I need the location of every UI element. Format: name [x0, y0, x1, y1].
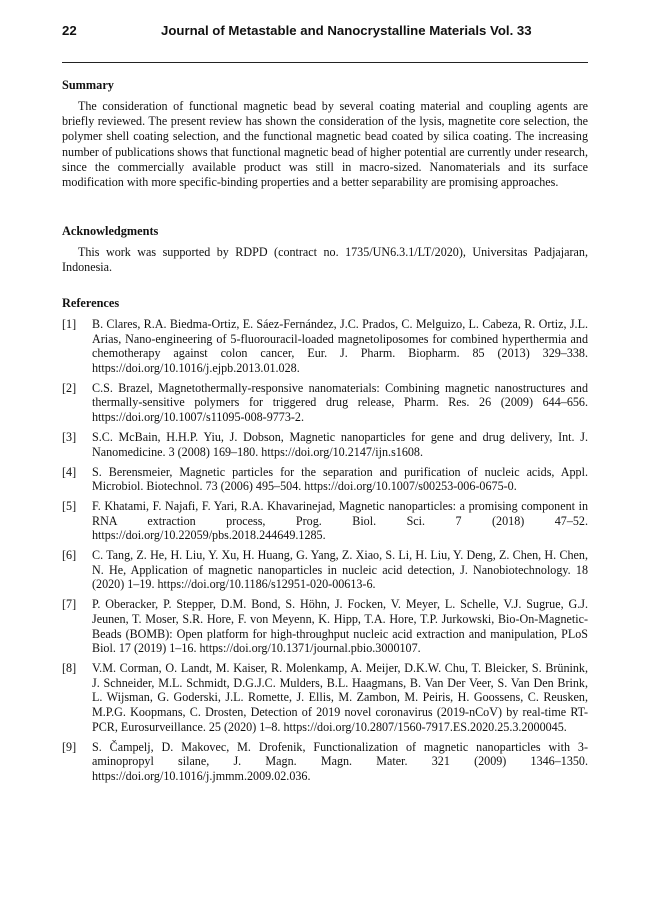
- summary-heading: Summary: [62, 78, 114, 92]
- reference-text: B. Clares, R.A. Biedma-Ortiz, E. Sáez-Fernández, J.C. Prados, C. Melguizo, L. Cabeza, R. Ortiz, J.L. Arias, Nano-engineering of 5-fluorouracil-loaded magnetoliposomes for combined hyperthermia and chemotherapy against colon cancer, Eur. J. Pharm. Biopharm. 85 (2013) 329–338. https://doi.org/10.1016/j.ejpb.2013.01.028.: [92, 317, 588, 375]
- reference-list: [62, 317, 588, 783]
- summary-section: [62, 78, 588, 190]
- reference-item: [62, 548, 588, 592]
- reference-text: S. Čampelj, D. Makovec, M. Drofenik, Functionalization of magnetic nanoparticles with 3-aminopropyl silane, J. Magn. Magn. Mater. 321 (2009) 1346–1350. https://doi.org/10.1016/j.jmmm.2009.02.036.: [92, 739, 588, 783]
- running-header: [62, 23, 588, 43]
- reference-text: P. Oberacker, P. Stepper, D.M. Bond, S. Höhn, J. Focken, V. Meyer, L. Schelle, V.J. Sugrue, G.J. Jeunen, T. Moser, S.R. Hore, F. von Meyenn, K. Hipp, T.A. Hore, T.P. Jurkowski, Bio-On-Magnetic-Beads (BOMB): Open platform for high-throughput nucleic acid extraction and manipulation, PLoS Biol. 17 (2019) 1–16. https://doi.org/10.1371/journal.pbio.3000107.: [92, 597, 588, 656]
- reference-text: S.C. McBain, H.H.P. Yiu, J. Dobson, Magnetic nanoparticles for gene and drug delivery, Int. J. Nanomedicine. 3 (2008) 169–180. https://doi.org/10.2147/ijn.s1608.: [92, 429, 588, 459]
- reference-number: [1]: [62, 317, 77, 331]
- acknowledgments-heading: Acknowledgments: [62, 224, 159, 238]
- reference-text: C.S. Brazel, Magnetothermally-responsive nanomaterials: Combining magnetic nanostructures and thermally-sensitive polymers for triggered drug release, Pharm. Res. 26 (2009) 644–656. https://doi.org/10.1007/s11095-008-9773-2.: [92, 380, 588, 424]
- reference-text: S. Berensmeier, Magnetic particles for the separation and purification of nucleic acids, Appl. Microbiol. Biotechnol. 73 (2006) 495–504. https://doi.org/10.1007/s00253-006-0675-0.: [92, 464, 588, 494]
- reference-text: F. Khatami, F. Najafi, F. Yari, R.A. Khavarinejad, Magnetic nanoparticles: a promising component in RNA extraction process, Prog. Biol. Sci. 7 (2018) 47–52. https://doi.org/10.22059/pbs.2018.244649.1285.: [92, 499, 588, 543]
- reference-item: [62, 465, 588, 494]
- reference-item: [62, 317, 588, 375]
- reference-number: [4]: [62, 464, 77, 479]
- reference-number: [9]: [62, 739, 77, 754]
- references-section: [62, 296, 588, 789]
- journal-title: Journal of Metastable and Nanocrystalline Materials Vol. 33: [161, 23, 532, 38]
- reference-item: [62, 381, 588, 425]
- summary-paragraph: The consideration of functional magnetic bead by several coating material and coupling agents are briefly reviewed. The present review has shown the consideration of the lysis, magnetite core selection, the polymer shell coating selection, and the functional magnetic bead coated by silica coating. The increasing number of publications shows that functional magnetic bead of higher potential are currently under research, since the commercially available product was still in macro-sized. Nanomaterials and its surface modification with more specific-binding properties and a better separability are promising approaches.: [62, 99, 588, 190]
- reference-number: [7]: [62, 597, 77, 612]
- reference-item: [62, 740, 588, 784]
- reference-number: [8]: [62, 661, 77, 676]
- reference-item: [62, 597, 588, 655]
- reference-number: [5]: [62, 499, 77, 514]
- reference-text: V.M. Corman, O. Landt, M. Kaiser, R. Molenkamp, A. Meijer, D.K.W. Chu, T. Bleicker, S. Brünink, J. Schneider, M.L. Schmidt, D.G.J.C. Mulders, B.L. Haagmans, B. Van Der Veer, S. Van Den Brink, L. Wijsman, G. Goderski, J.L. Romette, J. Ellis, M. Zambon, M. Peiris, H. Goossens, C. Reusken, M.P.G. Koopmans, C. Drosten, Detection of 2019 novel coronavirus (2019-nCoV) by real-time RT-PCR, Eurosurveillance. 25 (2020) 1–8. https://doi.org/10.2807/1560-7917.ES.2020.25.3.2000045.: [92, 661, 588, 734]
- reference-item: [62, 499, 588, 543]
- reference-number: [2]: [62, 380, 77, 395]
- acknowledgments-paragraph: This work was supported by RDPD (contract no. 1735/UN6.3.1/LT/2020), Universitas Padjajaran, Indonesia.: [62, 245, 588, 275]
- acknowledgments-section: [62, 224, 588, 275]
- reference-text: C. Tang, Z. He, H. Liu, Y. Xu, H. Huang, G. Yang, Z. Xiao, S. Li, H. Liu, Y. Deng, Z. Chen, H. Chen, N. He, Application of magnetic nanoparticles in nucleic acid detection, J. Nanobiotechnology. 18 (2020) 1–19. https://doi.org/10.1186/s12951-020-00613-6.: [92, 548, 588, 592]
- references-heading: References: [62, 296, 120, 310]
- reference-number: [3]: [62, 429, 77, 444]
- reference-item: [62, 661, 588, 734]
- reference-item: [62, 430, 588, 459]
- reference-number: [6]: [62, 548, 77, 563]
- page-number: 22: [62, 23, 77, 38]
- header-divider: [62, 62, 588, 63]
